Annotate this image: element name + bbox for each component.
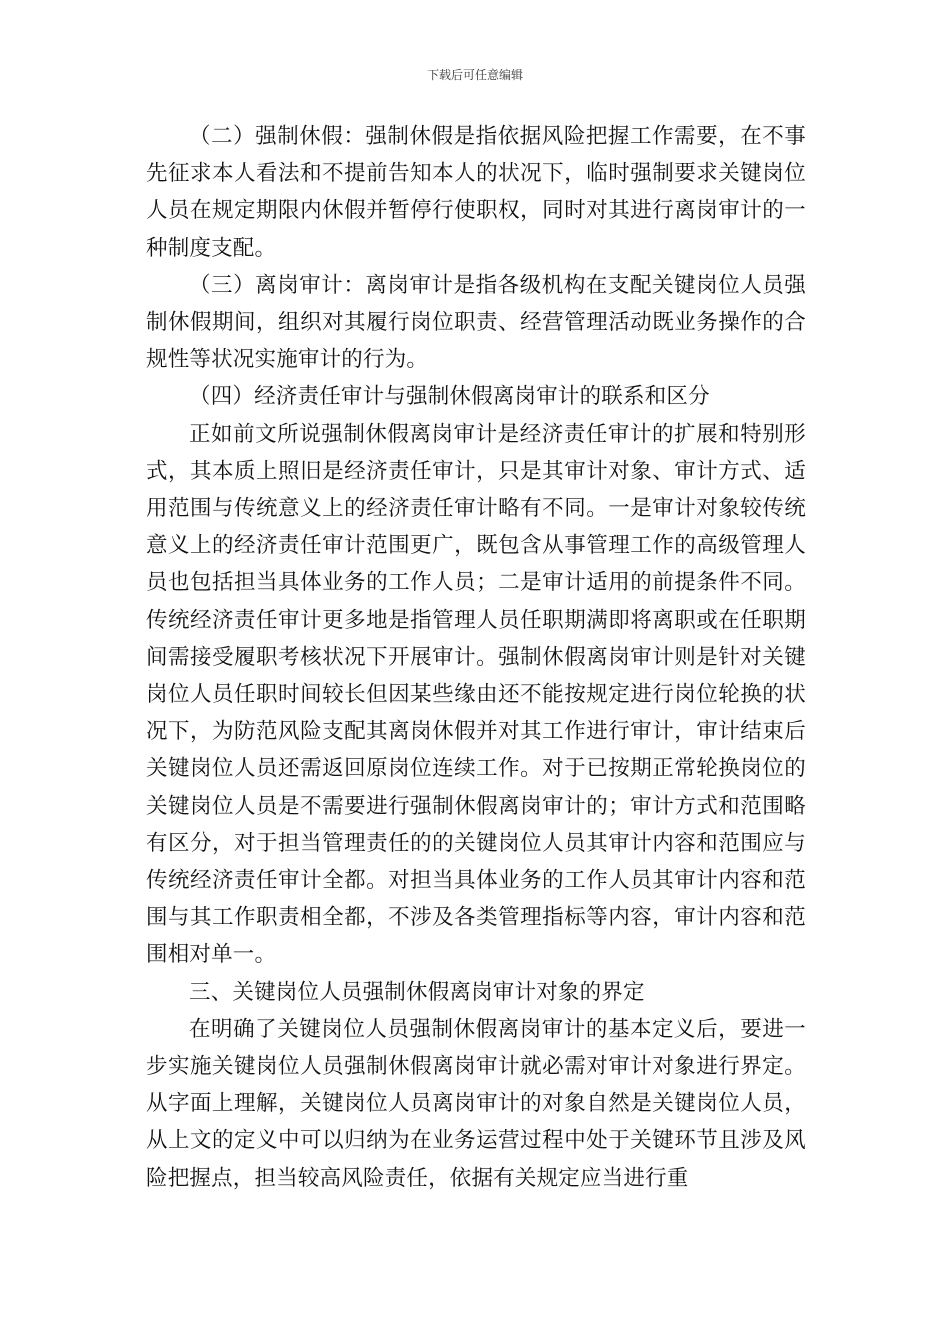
paragraph-relationship-and-difference: 正如前文所说强制休假离岗审计是经济责任审计的扩展和特别形式，其本质上照旧是经济责任审计，只是其审计对象、审计方式、适用范围与传统意义上的经济责任审计略有不同。一是审计对象较传统意义上的经济责任审计范围更广，既包含从事管理工作的高级管理人员也包括担当具体业务的工作人员；二是审计适用的前提条件不同。传统经济责任审计更多地是指管理人员任职期满即将离职或在任职期间需接受履职考核状况下开展审计。强制休假离岗审计则是针对关键岗位人员任职时间较长但因某些缘由还不能按规定进行岗位轮换的状况下，为防范风险支配其离岗休假并对其工作进行审计，审计结束后关键岗位人员还需返回原岗位连续工作。对于已按期正常轮换岗位的关键岗位人员是不需要进行强制休假离岗审计的；审计方式和范围略有区分，对于担当管理责任的的关键岗位人员其审计内容和范围应与传统经济责任审计全都。对担当具体业务的工作人员其审计内容和范围与其工作职责相全都，不涉及各类管理指标等内容，审计内容和范围相对单一。 <box>146 421 806 968</box>
paragraph-section-heading-three: 三、关键岗位人员强制休假离岗审计对象的界定 <box>189 979 645 1005</box>
paragraph-audit-object-definition: 在明确了关键岗位人员强制休假离岗审计的基本定义后，要进一步实施关键岗位人员强制休假离岗审计就必需对审计对象进行界定。从字面上理解，关键岗位人员离岗审计的对象自然是关键岗位人员，从上文的定义中可以归纳为在业务运营过程中处于关键环节且涉及风险把握点，担当较高风险责任，依据有关规定应当进行重 <box>146 1016 806 1191</box>
document-body <box>146 118 806 1197</box>
paragraph-section-heading-four: （四）经济责任审计与强制休假离岗审计的联系和区分 <box>189 384 710 410</box>
paragraph-off-post-audit-definition: （三）离岗审计：离岗审计是指各级机构在支配关键岗位人员强制休假期间，组织对其履行岗位职责、经营管理活动既业务操作的合规性等状况实施审计的行为。 <box>146 272 806 373</box>
page-header-note: 下载后可任意编辑 <box>426 68 523 82</box>
paragraph-forced-leave-definition: （二）强制休假：强制休假是指依据风险把握工作需要，在不事先征求本人看法和不提前告知本人的状况下，临时强制要求关键岗位人员在规定期限内休假并暂停行使职权，同时对其进行离岗审计的一种制度支配。 <box>146 124 806 261</box>
